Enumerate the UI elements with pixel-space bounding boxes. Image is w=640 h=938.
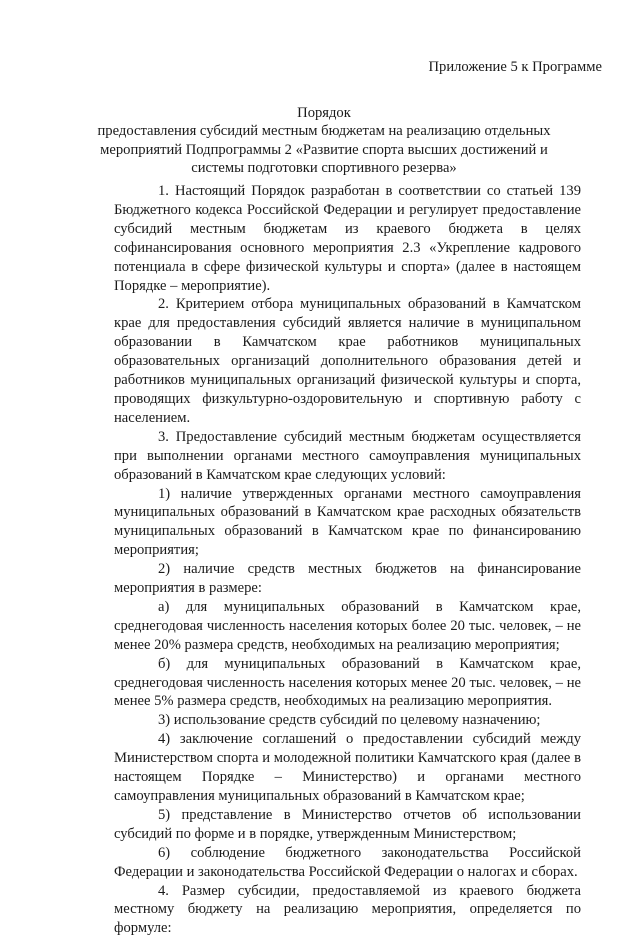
- paragraph-4: 4. Размер субсидии, предоставляемой из краевого бюджета местному бюджету на реализацию мероприятия, определяется по формуле:: [114, 882, 581, 937]
- condition-6: 6) соблюдение бюджетного законодательства Российской Федерации и законодательства Российской Федерации о налогах и сборах.: [114, 844, 581, 880]
- title-heading: Порядок: [297, 105, 351, 121]
- paragraph-1: 1. Настоящий Порядок разработан в соответствии со статьей 139 Бюджетного кодекса Российской Федерации и регулирует предоставление субсидий местным бюджетам из краевого бюджета в целях софинансирования основного мероприятия 2.3 «Укрепление кадрового потенциала в сфере физической культуры и спорта» (далее в настоящем Порядке – мероприятие).: [114, 183, 581, 294]
- paragraph-3: 3. Предоставление субсидий местным бюджетам осуществляется при выполнении органами местного самоуправления муниципальных образований в Камчатском крае следующих условий:: [114, 428, 581, 483]
- condition-2: 2) наличие средств местных бюджетов на финансирование мероприятия в размере:: [114, 561, 581, 597]
- document-title: [96, 104, 552, 178]
- condition-5: 5) представление в Министерство отчетов об использовании субсидий по форме и в порядке, утвержденным Министерством;: [114, 806, 581, 842]
- condition-3: 3) использование средств субсидий по целевому назначению;: [158, 712, 541, 729]
- paragraph-2: 2. Критерием отбора муниципальных образований в Камчатском крае для предоставления субсидий является наличие в муниципальном образовании в Камчатском крае работников муниципальных образовательных организаций дополнительного образования детей и работников муниципальных организаций физической культуры и спорта, проводящих физкультурно-оздоровительную и спортивную работу с населением.: [114, 296, 581, 426]
- condition-4: 4) заключение соглашений о предоставлении субсидий между Министерством спорта и молодежной политики Камчатского края (далее в настоящем Порядке – Министерство) и органами местного самоуправления муниципальных образований в Камчатском крае;: [114, 731, 581, 804]
- condition-2a: а) для муниципальных образований в Камчатском крае, среднегодовая численность населения которых более 20 тыс. человек, – не менее 20% размера средств, необходимых на реализацию мероприятия;: [114, 598, 581, 653]
- condition-1: 1) наличие утвержденных органами местного самоуправления муниципальных образований в Камчатском крае расходных обязательств муниципальных образований в Камчатском крае по финансированию мероприятия;: [114, 485, 581, 559]
- document-body: [114, 182, 581, 938]
- condition-2b: б) для муниципальных образований в Камчатском крае, среднегодовая численность населения которых менее 20 тыс. человек, – не менее 5% размера средств, необходимых на реализацию мероприятия.: [114, 655, 581, 710]
- appendix-label: Приложение 5 к Программе: [428, 59, 602, 75]
- title-subtitle: предоставления субсидий местным бюджетам на реализацию отдельных мероприятий Подпрограммы 2 «Развитие спорта высших достижений и системы подготовки спортивного резерва»: [97, 123, 551, 177]
